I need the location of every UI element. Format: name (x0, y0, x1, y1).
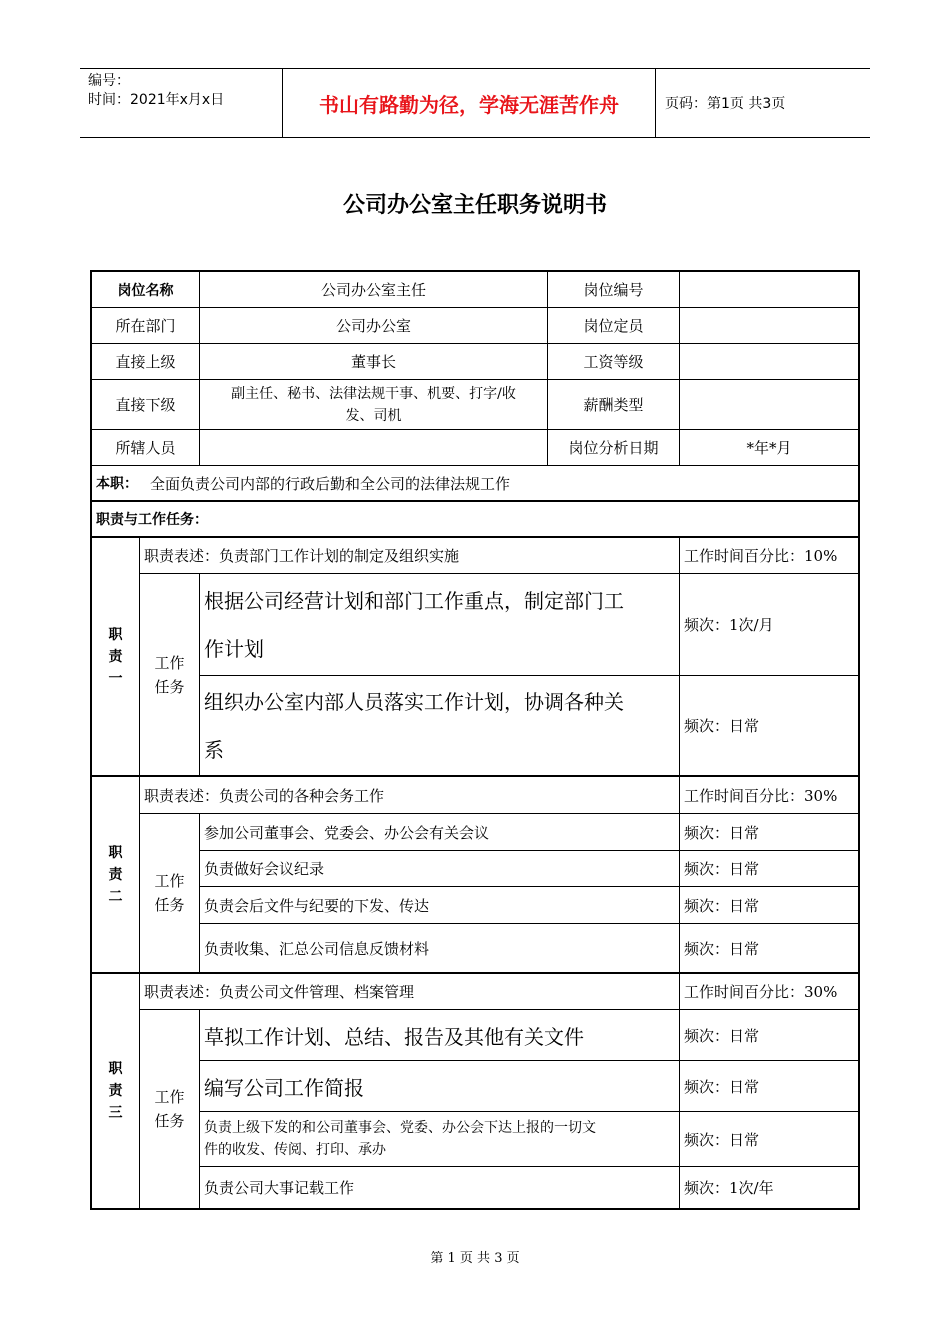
duty-1-task-1: 根据公司经营计划和部门工作重点，制定部门工 作计划 (200, 574, 680, 676)
label-salary-grade: 工资等级 (548, 344, 680, 380)
duty-summary-text: 全面负责公司内部的行政后勤和全公司的法律法规工作 (150, 474, 511, 493)
duty-2-label: 职 责 二 (92, 777, 140, 974)
page-footer: 第 1 页 共 3 页 (430, 1251, 520, 1266)
value-department: 公司办公室 (200, 308, 548, 344)
duties-header: 职责与工作任务： (92, 502, 858, 538)
header-meta (80, 69, 282, 137)
duty-1-task-1-freq: 频次：1次/月 (680, 574, 858, 676)
header-motto: 书山有路勤为径，学海无涯苦作舟 (282, 69, 656, 137)
duty-3-label: 职 责 三 (92, 974, 140, 1208)
duty-2-task-2-freq: 频次：日常 (680, 851, 858, 887)
duty-2-task-1: 参加公司董事会、党委会、办公会有关会议 (200, 814, 680, 851)
duty-1-label: 职 责 一 (92, 538, 140, 777)
label-staff: 所辖人员 (92, 430, 200, 466)
value-subordinates (200, 380, 548, 430)
label-position-code: 岗位编号 (548, 272, 680, 308)
label-pay-type: 薪酬类型 (548, 380, 680, 430)
duty-1-task-2-freq: 频次：日常 (680, 676, 858, 777)
duty-3-pct: 工作时间百分比：30% (680, 974, 858, 1010)
value-salary-grade (680, 344, 858, 380)
subordinates-line-1: 副主任、秘书、法律法规干事、机要、打字/收 (231, 385, 516, 402)
duty-3-task-1-freq: 频次：日常 (680, 1010, 858, 1061)
label-superior: 直接上级 (92, 344, 200, 380)
duty-3-task-3-freq: 频次：日常 (680, 1112, 858, 1167)
label-position-name: 岗位名称 (92, 272, 200, 308)
duty-1-pct: 工作时间百分比：10% (680, 538, 858, 574)
duty-2-pct: 工作时间百分比：30% (680, 777, 858, 814)
value-position-name: 公司办公室主任 (200, 272, 548, 308)
number-label: 编号： (88, 73, 130, 89)
duty-1-task-label: 工作 任务 (140, 574, 200, 777)
duty-2-task-4: 负责收集、汇总公司信息反馈材料 (200, 924, 680, 974)
duty-3-task-1: 草拟工作计划、总结、报告及其他有关文件 (200, 1010, 680, 1061)
duty-3-task-2: 编写公司工作简报 (200, 1061, 680, 1112)
job-description-table (90, 270, 860, 1210)
label-subordinates: 直接下级 (92, 380, 200, 430)
duty-1-task-2: 组织办公室内部人员落实工作计划，协调各种关 系 (200, 676, 680, 777)
label-headcount: 岗位定员 (548, 308, 680, 344)
value-pay-type (680, 380, 858, 430)
duty-3-task-3: 负责上级下发的和公司董事会、党委、办公会下达上报的一切文 件的收发、传阅、打印、承办 (200, 1112, 680, 1167)
duty-summary-row (92, 466, 858, 502)
duty-3-task-label: 工作 任务 (140, 1010, 200, 1208)
header-page-info: 页码：第1页 共3页 (665, 96, 786, 112)
subordinates-line-2: 发、司机 (345, 407, 402, 424)
label-department: 所在部门 (92, 308, 200, 344)
value-staff (200, 430, 548, 466)
value-analysis-date: *年*月 (680, 430, 858, 466)
value-position-code (680, 272, 858, 308)
duty-2-task-4-freq: 频次：日常 (680, 924, 858, 974)
label-analysis-date: 岗位分析日期 (548, 430, 680, 466)
duty-2-task-1-freq: 频次：日常 (680, 814, 858, 851)
duty-3-task-4-freq: 频次：1次/年 (684, 1179, 774, 1197)
duty-summary-label: 本职： (96, 476, 138, 492)
time-label: 时间：2021年x月x日 (88, 92, 225, 108)
duty-3-desc: 职责表述：负责公司文件管理、档案管理 (140, 974, 680, 1010)
value-headcount (680, 308, 858, 344)
duty-3-task-2-freq: 频次：日常 (680, 1061, 858, 1112)
page-title: 公司办公室主任职务说明书 (342, 193, 607, 218)
duty-2-task-2: 负责做好会议纪录 (200, 851, 680, 887)
duty-2-task-3: 负责会后文件与纪要的下发、传达 (200, 887, 680, 924)
duty-3-task-4: 负责公司大事记载工作 (200, 1167, 680, 1208)
duty-2-task-label: 工作 任务 (140, 814, 200, 974)
document-header (80, 68, 870, 138)
duty-2-desc: 职责表述：负责公司的各种会务工作 (140, 777, 680, 814)
value-superior: 董事长 (200, 344, 548, 380)
duty-2-task-3-freq: 频次：日常 (680, 887, 858, 924)
duty-1-desc: 职责表述：负责部门工作计划的制定及组织实施 (140, 538, 680, 574)
